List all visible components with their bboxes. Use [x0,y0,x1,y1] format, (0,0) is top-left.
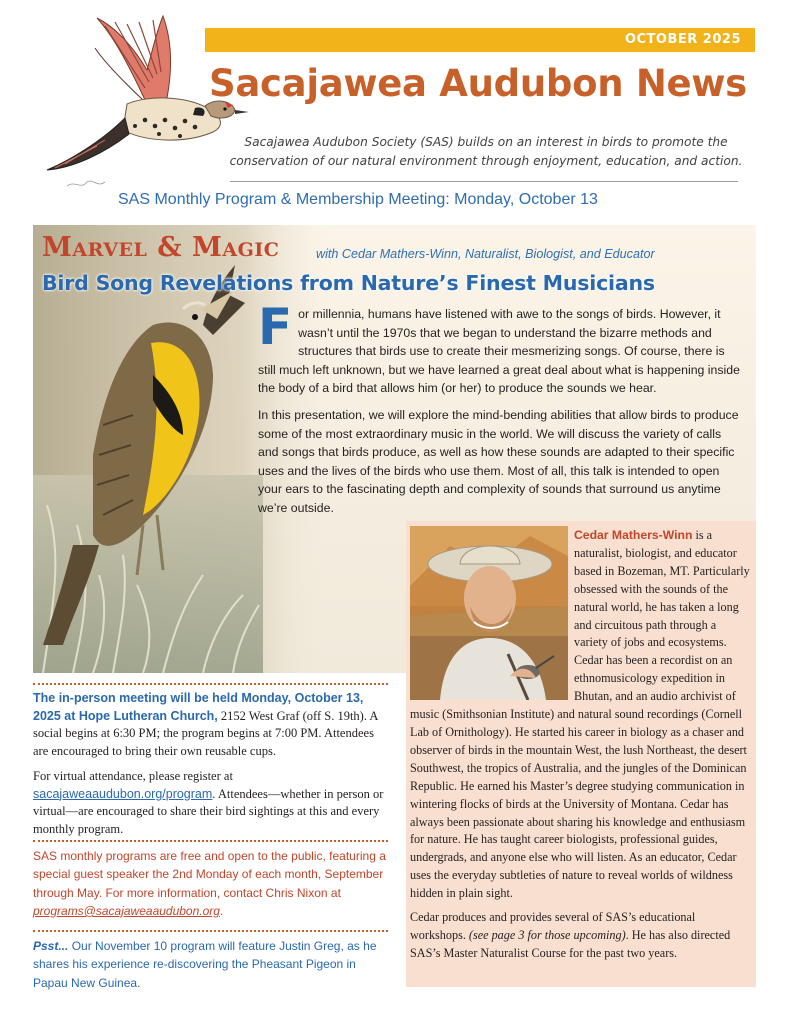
date-band [205,28,755,52]
program-description [258,298,742,526]
issue-date: OCTOBER 2025 [624,32,741,47]
presenter-line: with Cedar Mathers-Winn, Naturalist, Biologist, and Educator [316,247,655,261]
psst-note: Psst... Our November 10 program will feature Justin Greg, as he shares his experience re-discovering the Pheasant Pigeon in Papau New Guinea. [33,939,377,990]
intro-paragraph-1: For millennia, humans have listened with awe to the songs of birds. However, it wasn’t until the 1970s that we began to understand the bizarre methods and structures that birds use to create their mesmerizing songs. Of course, there is still much left unknown, but we have learned a great deal about what is happening inside the body of a bird that allows him (or her) to produce the sounds we hear. [258,298,740,396]
dotted-divider [33,930,388,932]
newsletter-masthead: Sacajawea Audubon News [209,62,747,105]
psst-lead: Psst... [33,939,69,953]
program-headline: Bird Song Revelations from Nature’s Finest Musicians [42,271,655,295]
header-divider [230,181,738,182]
bio-photo-spacer [410,527,574,703]
bio-paragraph-1: Cedar Mathers-Winn is a naturalist, biologist, and educator based in Bozeman, MT. Particularly obsessed with the sounds of the natural world, he has taken a long and circuitous path through a variety of jobs and ecosystems. Cedar has been a recordist on an ethnomusicology expedition in Bhutan, and an audio archivist of music (Smithsonian Institute) and natural sound recordings (Cornell Lab of Ornithology). He started his career in biology as a chaser and observer of birds in the mountain West, the lush Northeast, the desert Southwest, the tropics of Australia, and the jungles of the Dominican Republic. He earned his Master’s degree studying communication in wintering flocks of birds at the University of Montana. Cedar has always been passionate about sharing his knowledge and enthusiasm for nature. He has taught career biologists, professional guides, undergrads, and anyone else who will listen. As an educator, Cedar uses the everyday subtleties of nature to reveal worlds of wildness hidden in plain sight. [410,528,750,901]
drop-cap: F [258,298,293,356]
free-programs-note: SAS monthly programs are free and open to the public, featuring a special guest speaker the 2nd Monday of each month, September through May. For more information, contact Chris Nixon at programs@sacajaweaaudubon.org. [33,849,386,918]
intro-paragraph-2: In this presentation, we will explore the mind-bending abilities that allow birds to produce some of the most extraordinary music in the world. We will discuss the variety of calls and songs that birds produce, as well as how these sounds are adapted to their specific uses and the lives of the birds who use them. Most of all, this talk is intended to open your ears to the fascinating depth and complexity of sounds that surround us anytime we’re outside. [258,407,739,515]
programs-email-link[interactable]: programs@sacajaweaaudubon.org [33,903,220,918]
speaker-name: Cedar Mathers-Winn [574,528,693,542]
in-person-lead: The in-person meeting will be held Monday, October 13, 2025 at Hope Lutheran Church, [33,691,364,723]
in-person-details: The in-person meeting will be held Monday, October 13, 2025 at Hope Lutheran Church, 2152 West Graf (off S. 19th). A social begins at 6:30 PM; the program begins at 7:00 PM. Attendees are encouraged to bring their own reusable cups. [33,691,378,758]
bio-paragraph-2: Cedar produces and provides several of SAS’s educational workshops. (see page 3 for those upcoming). He has also directed SAS’s Master Naturalist Course for the past two years. [410,910,731,960]
virtual-attendance: For virtual attendance, please register at sacajaweaaudubon.org/program. Attendees—whether in person or virtual—are encouraged to share their bird sightings at this and every monthly program. [33,769,384,836]
speaker-bio [410,527,752,969]
mission-statement: Sacajawea Audubon Society (SAS) builds on an interest in birds to promote the conservation of our natural environment through enjoyment, education, and action. [229,135,743,168]
program-title: Marvel & Magic [42,232,280,263]
program-registration-link[interactable]: sacajaweaaudubon.org/program [33,786,213,801]
dotted-divider [33,840,388,842]
meeting-title: SAS Monthly Program & Membership Meeting: Monday, October 13 [118,191,598,208]
dotted-divider [33,683,388,685]
